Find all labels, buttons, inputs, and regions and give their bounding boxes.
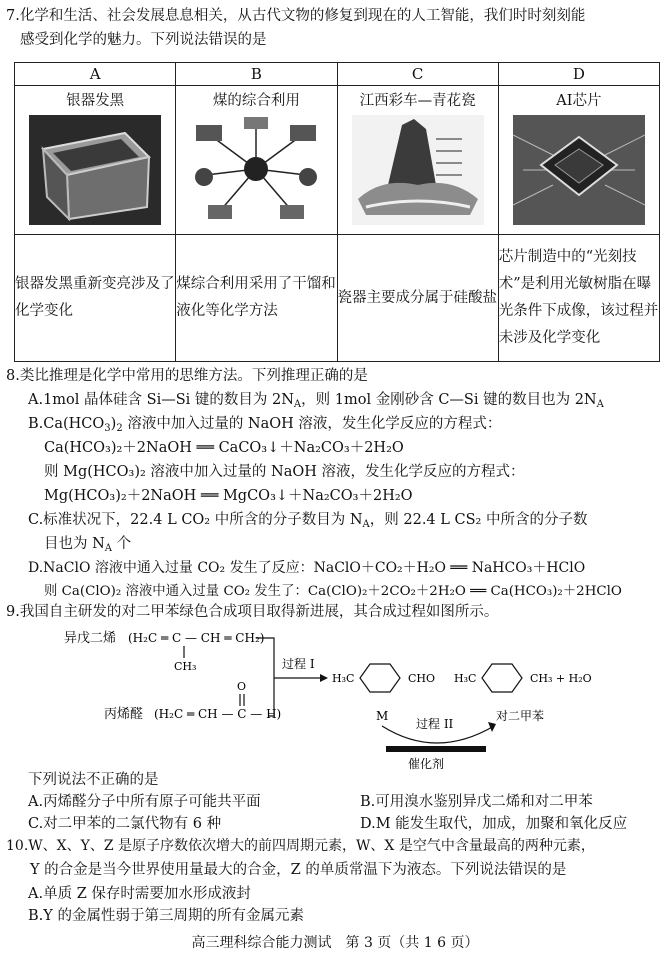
q10-option-b: B.Y 的金属性弱于第三周期的所有金属元素 [28,908,304,924]
option-d-image-cell [498,86,659,235]
q8-option-c-line2: 目也为 $N_A$ 个 [44,536,132,554]
option-b-caption: 煤的综合利用 [212,93,300,109]
q9-option-c: C.对二甲苯的二氯代物有 6 种 [28,816,222,832]
q9-option-b: B.可用溴水鉴别异戊二烯和对二甲苯 [360,794,593,810]
process-1-label: 过程 I [282,657,315,671]
option-c-image-cell [337,86,498,235]
q8-option-d-line1: D.NaClO 溶液中通入过量 CO₂ 发生了反应：NaClO＋CO₂＋H₂O ══ NaHCO₃＋HClO [28,560,586,576]
q8-option-b-line2: 则 Mg(HCO₃)₂ 溶液中加入过量的 NaOH 溶液，发生化学反应的方程式： [44,464,525,480]
isoprene-methyl: CH₃ [174,660,197,673]
catalyst-bar [386,746,486,752]
q8-option-b-eq2: Mg(HCO₃)₂＋2NaOH ══ MgCO₃↓＋Na₂CO₃＋2H₂O [44,488,413,504]
option-a-image-cell [15,86,176,235]
option-c-caption: 江西彩车—青花瓷 [359,93,476,109]
option-a-letter: A [15,63,176,86]
q9-ask: 下列说法不正确的是 [28,772,159,788]
q8-option-a: A.1mol 晶体硅含 Si—Si 键的数目为 $2N_A$，则 1mol 金刚砂含 C—Si 键的数目也为 $2N_A$ [28,392,604,410]
q9-synthesis-scheme [56,622,616,772]
m-label: M [376,709,389,723]
acrolein-label: 丙烯醛 [104,707,144,722]
option-b-desc: 煤综合利用采用了干馏和液化等化学方法 [176,235,337,362]
intermediate-benzene-ring [360,664,400,692]
q10-option-a: A.单质 Z 保存时需要加水形成液封 [28,886,251,902]
isoprene-formula: (H₂C ═ C — CH ═ CH₂) [128,631,265,645]
intermediate-aldehyde: CHO [408,672,436,685]
catalyst-label: 催化剂 [408,757,445,771]
q9-option-d: D.M 能发生取代，加成，加聚和氧化反应 [360,816,628,832]
product-methyl-right: CH₃ + H₂O [530,672,592,685]
q8-option-b-line1: $B.Ca(HCO_3)_2$ 溶液中加入过量的 NaOH 溶液，发生化学反应的方程式： [28,416,502,434]
acrolein-formula: (H₂C ═ CH — C — H) [154,707,282,721]
process-2-label: 过程 II [416,717,454,731]
q8-option-d-line2: 则 Ca(ClO)₂ 溶液中通入过量 CO₂ 发生了：Ca(ClO)₂＋2CO₂＋2H₂O ══ Ca(HCO₃)₂＋2HClO [44,584,622,599]
option-d-caption: AI芯片 [556,93,602,109]
option-d-letter: D [498,63,659,86]
q10-stem-line1: 10.W、X、Y、Z 是原子序数依次增大的前四周期元素，W、X 是空气中含量最高的两种元素， [6,838,595,854]
option-c-letter: C [337,63,498,86]
silver-box-photo [29,115,161,225]
q9-option-a: A.丙烯醛分子中所有原子可能共平面 [28,794,261,810]
q7-stem-line1: 7.化学和生活、社会发展息息相关，从古代文物的修复到现在的人工智能，我们时时刻刻能 [6,8,586,24]
page-footer: 高三理科综合能力测试 第 3 页（共 1 6 页） [191,935,479,951]
option-b-letter: B [176,63,337,86]
target-label: 对二甲苯 [496,709,545,723]
isoprene-label: 异戊二烯 [64,631,117,646]
option-a-caption: 银器发黑 [66,93,125,109]
option-c-desc: 瓷器主要成分属于硅酸盐 [337,235,498,362]
product-benzene-ring [482,664,522,692]
option-a-desc: 银器发黑重新变亮涉及了化学变化 [15,235,176,362]
q7-stem-line2: 感受到化学的魅力。下列说法错误的是 [20,32,267,48]
coal-utilization-diagram [190,115,322,225]
q9-stem: 9.我国自主研发的对二甲苯绿色合成项目取得新进展，其合成过程如图所示。 [6,604,499,620]
q8-option-b-eq1: Ca(HCO₃)₂＋2NaOH ══ CaCO₃↓＋Na₂CO₃＋2H₂O [44,440,404,456]
q10-stem-line2: Y 的合金是当今世界使用量最大的合金，Z 的单质常温下为液态。下列说法错误的是 [30,862,567,878]
porcelain-float-photo [352,115,484,225]
q8-stem: 8.类比推理是化学中常用的思维方法。下列推理正确的是 [6,368,368,384]
q8-option-c-line1: C.标准状况下，22.4 L CO₂ 中所含的分子数目为 $N_A$，则 22.4 L CS₂ 中所含的分子数 [28,512,588,530]
q7-options-table [14,62,660,362]
option-d-desc: 芯片制造中的“光刻技术”是利用光敏树脂在曝光条件下成像，该过程并未涉及化学变化 [498,235,659,362]
product-methyl-left: H₃C [454,672,477,685]
intermediate-methyl: H₃C [332,672,355,685]
acrolein-oxygen: O [237,680,247,693]
ai-chip-photo [513,115,645,225]
option-b-image-cell [176,86,337,235]
